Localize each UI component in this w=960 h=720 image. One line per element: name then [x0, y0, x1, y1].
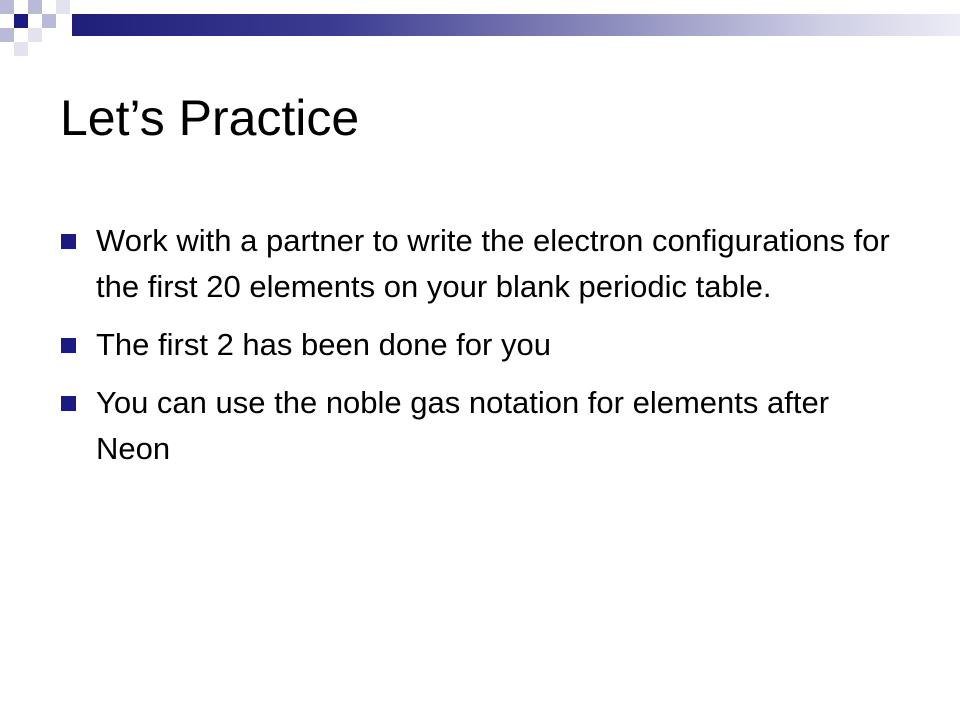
bullet-text: The first 2 has been done for you — [96, 327, 551, 362]
deco-square-4 — [0, 28, 14, 42]
bullet-item — [60, 322, 900, 368]
bullet-text: You can use the noble gas notation for elements after Neon — [96, 385, 830, 466]
square-bullet-icon — [61, 338, 76, 353]
square-bullet-icon — [61, 396, 76, 411]
bullet-text: Work with a partner to write the electron configurations for the first 20 elements on your blank periodic table. — [96, 223, 890, 304]
bullet-list — [60, 218, 900, 484]
header-gradient-bar — [72, 14, 960, 36]
header-decoration — [0, 0, 960, 60]
deco-square-5 — [28, 28, 42, 42]
deco-square-1 — [0, 0, 14, 14]
deco-square-3 — [28, 0, 42, 14]
deco-square-2 — [14, 14, 28, 28]
slide-title: Let’s Practice — [60, 90, 360, 146]
bullet-item — [60, 380, 900, 472]
deco-square-7 — [56, 0, 70, 14]
bullet-item — [60, 218, 900, 310]
deco-square-6 — [42, 14, 56, 28]
square-bullet-icon — [61, 234, 76, 249]
deco-square-8 — [14, 42, 28, 56]
